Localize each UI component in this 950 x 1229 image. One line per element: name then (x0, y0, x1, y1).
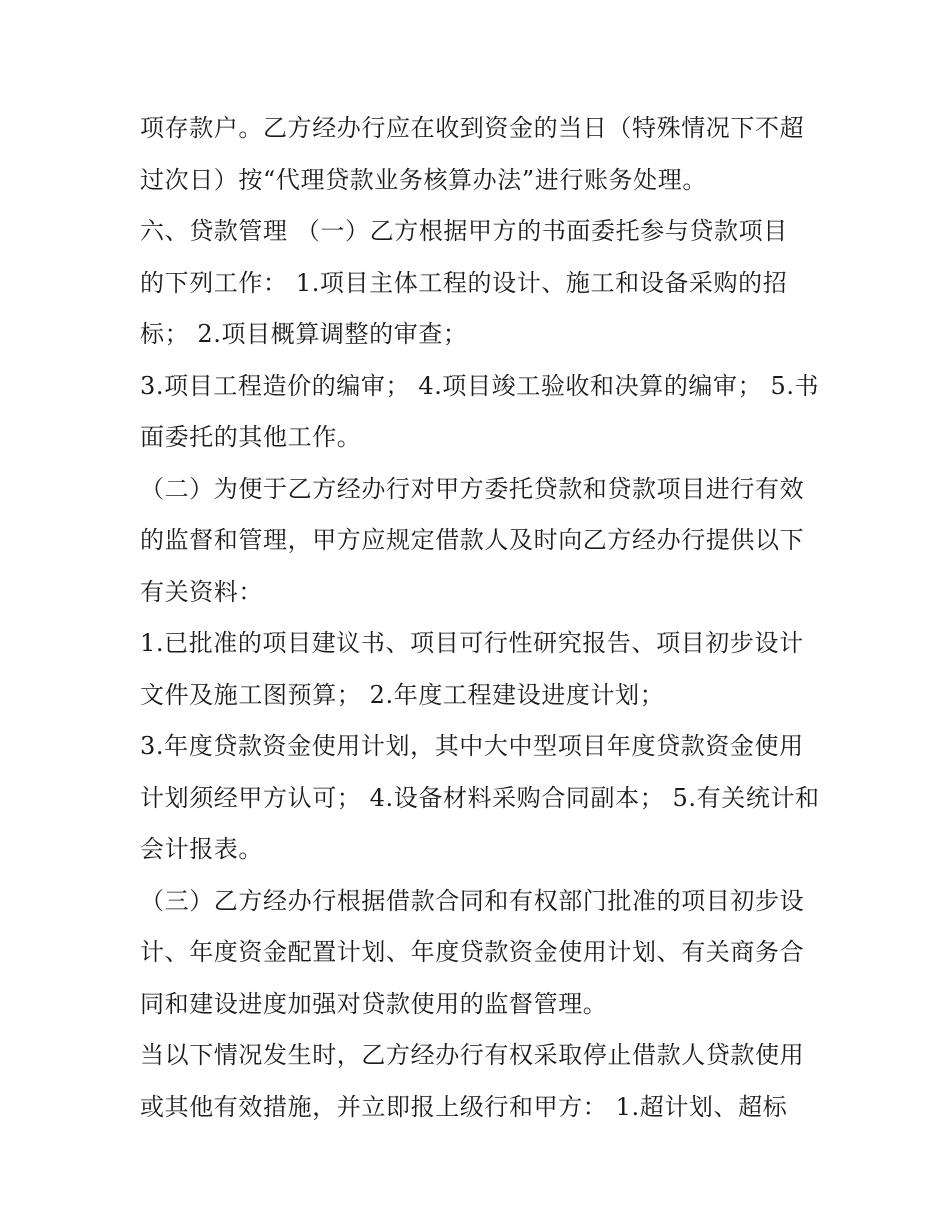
text-line: 计、年度资金配置计划、年度贷款资金使用计划、有关商务合 (140, 938, 805, 966)
text-line: 面委托的其他工作。 (140, 423, 362, 451)
text-line: 或其他有效措施，并立即报上级行和甲方： 1.超计划、超标 (140, 1092, 788, 1121)
body-text (140, 103, 820, 1133)
text-line: 3.项目工程造价的编审； 4.项目竣工验收和决算的编审； 5.书 (140, 371, 820, 400)
text-line: 1.已批准的项目建议书、项目可行性研究报告、项目初步设计 (140, 629, 804, 657)
text-line: 过次日）按“代理贷款业务核算办法”进行账务处理。 (140, 165, 707, 194)
text-line: 文件及施工图预算； 2.年度工程建设进度计划； (140, 680, 665, 709)
text-line: 计划须经甲方认可； 4.设备材料采购合同副本； 5.有关统计和 (140, 783, 820, 812)
text-line: 同和建设进度加强对贷款使用的监督管理。 (140, 989, 608, 1018)
text-line: 3.年度贷款资金使用计划，其中大中型项目年度贷款资金使用 (140, 732, 804, 760)
text-line: 项存款户。乙方经办行应在收到资金的当日（特殊情况下不超 (140, 114, 805, 142)
text-line: 的下列工作： 1.项目主体工程的设计、施工和设备采购的招 (140, 268, 788, 297)
text-line: 标； 2.项目概算调整的审查； (140, 320, 468, 348)
paragraph-start-line: （三）乙方经办行根据借款合同和有权部门批准的项目初步设 (140, 886, 805, 915)
section-heading-line: 六、贷款管理 （一）乙方根据甲方的书面委托参与贷款项目 (140, 217, 788, 245)
paragraph-start-line: （二）为便于乙方经办行对甲方委托贷款和贷款项目进行有效 (140, 474, 805, 503)
text-line: 的监督和管理，甲方应规定借款人及时向乙方经办行提供以下 (140, 526, 805, 554)
text-line: 有关资料： (140, 577, 263, 606)
text-line: 会计报表。 (140, 835, 263, 863)
paragraph-start-line: 当以下情况发生时，乙方经办行有权采取停止借款人贷款使用 (140, 1041, 805, 1069)
